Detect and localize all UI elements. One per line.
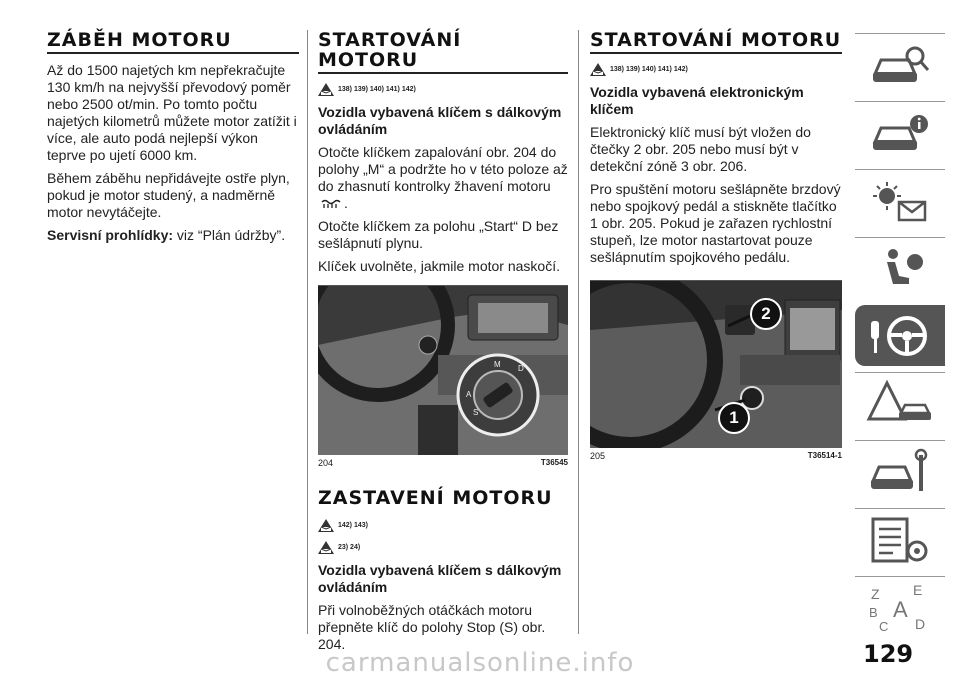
figure-204-caption [318, 458, 568, 470]
figure-code: T36514-1 [807, 451, 842, 460]
airbag-seat-icon [865, 244, 935, 294]
start-paragraph-2: Otočte klíčkem za polohu „Start“ D bez sešlápnutí plynu. [318, 218, 559, 251]
section-title-starting: STARTOVÁNÍ MOTORU [318, 29, 462, 71]
subheading-remote-key-stop: Vozidla vybavená klíčem s dálkovým ovládáním [318, 562, 562, 595]
glow-plug-icon [320, 199, 342, 209]
callout-1: 1 [718, 402, 750, 434]
tab-knowing-vehicle[interactable] [855, 33, 945, 95]
start-paragraph-1-end: . [344, 195, 348, 211]
tab-instrument-panel[interactable] [855, 101, 945, 163]
car-search-icon [865, 40, 935, 90]
warning-book-icon [318, 519, 334, 532]
column-break-in [47, 30, 299, 250]
checklist-gear-icon [865, 515, 935, 565]
tab-emergency[interactable] [855, 372, 945, 434]
watermark: carmanualsonline.info [325, 648, 635, 678]
stop-paragraph: Při volnoběžných otáčkách motoru přepněte klíč do polohy Stop (S) obr. 204. [318, 602, 546, 652]
column-divider-1 [307, 30, 308, 634]
start-paragraph-1 [318, 144, 568, 212]
section-title-break-in: ZÁBĚH MOTORU [47, 29, 232, 51]
alphabet-index-icon [865, 583, 935, 633]
figure-204-illustration [318, 285, 568, 455]
tab-safety[interactable] [855, 237, 945, 299]
chapter-tabs [855, 33, 945, 644]
warning-refs-text: 142) 143) [338, 521, 368, 529]
callout-2: 2 [750, 298, 782, 330]
warning-refs-text: 138) 139) 140) 141) 142) [610, 65, 688, 73]
start-paragraph-3: Klíček uvolněte, jakmile motor naskočí. [318, 258, 560, 274]
car-info-icon [865, 108, 935, 158]
subheading-remote-key: Vozidla vybavená klíčem s dálkovým ovládáním [318, 104, 562, 137]
tab-technical-data[interactable] [855, 508, 945, 570]
index-letter-e: E [913, 582, 923, 598]
electronic-paragraph-2: Pro spuštění motoru sešlápněte brzdový nebo spojkový pedál a stiskněte tlačítko 1 obr. 205. Pokud je zařazen rychlostní stupeň, lze motor nastartovat pouze sešlápnutím spojkového pedálu. [590, 181, 841, 265]
notice-refs-text: 23) 24) [338, 543, 361, 551]
section-title-stopping: ZASTAVENÍ MOTORU [318, 487, 553, 509]
index-letter-b: B [869, 604, 878, 620]
warning-triangle-car-icon [865, 379, 935, 429]
warning-refs-text: 138) 139) 140) 141) 142) [338, 85, 416, 93]
figure-205-illustration [590, 280, 842, 448]
tab-index[interactable] [855, 576, 945, 638]
warning-refs-3 [590, 62, 842, 76]
page-number: 129 [863, 640, 914, 668]
figure-205-dashboard [590, 280, 842, 448]
service-text: viz “Plán údržby”. [173, 227, 286, 243]
ignition-label-m: M [494, 360, 501, 369]
title-underline [590, 52, 842, 54]
title-underline [318, 72, 568, 74]
warning-refs-2 [318, 518, 568, 532]
tab-warning-lights[interactable] [855, 169, 945, 231]
column-starting-electronic [590, 30, 842, 463]
column-starting-key [318, 30, 568, 659]
warning-refs-1 [318, 82, 568, 96]
notice-book-icon [318, 541, 334, 554]
index-letter-d: D [915, 615, 926, 632]
title-underline [47, 52, 299, 54]
tab-maintenance[interactable] [855, 440, 945, 502]
section-title-starting-electronic: STARTOVÁNÍ MOTORU [590, 29, 842, 51]
index-letter-c: C [879, 618, 889, 633]
start-paragraph-1-text: Otočte klíčkem zapalování obr. 204 do polohy „M“ a podržte ho v této poloze až do zhasnutí kontrolky žhavení motoru [318, 144, 568, 194]
electronic-paragraph-1: Elektronický klíč musí být vložen do čtečky 2 obr. 205 nebo musí být v detekční zóně 3 obr. 206. [590, 124, 811, 174]
tab-starting-driving[interactable] [855, 305, 945, 366]
figure-205-caption [590, 451, 842, 463]
index-letter-z: Z [871, 585, 880, 602]
figure-number: 204 [318, 458, 334, 468]
ignition-label-a: A [466, 390, 472, 399]
break-in-paragraph-1: Až do 1500 najetých km nepřekračujte 130 km/h na nejvyšší převodový poměr nebo 2500 ot/min. Po tomto počtu najetých kilometrů můžete motor zatížit i více, ale auto podá nejlepší výkon teprve po ujetí 6000 km. [47, 62, 297, 163]
ignition-label-s: S [473, 408, 479, 417]
figure-code: T36545 [540, 458, 568, 467]
column-divider-2 [578, 30, 579, 634]
warning-lights-icon [865, 176, 935, 226]
ignition-label-d: D [518, 364, 524, 373]
figure-number: 205 [590, 451, 606, 461]
break-in-paragraph-2: Během záběhu nepřidávejte ostře plyn, pokud je motor studený, a nadměrně motor nevytáčejte. [47, 170, 290, 220]
subheading-electronic-key: Vozidla vybavená elektronickým klíčem [590, 84, 804, 117]
notice-refs [318, 540, 568, 554]
service-paragraph [47, 227, 299, 244]
key-steering-wheel-icon [865, 311, 935, 361]
warning-book-icon [318, 83, 334, 96]
warning-book-icon [590, 63, 606, 76]
figure-204-ignition [318, 285, 568, 455]
car-wrench-icon [865, 447, 935, 497]
service-label: Servisní prohlídky: [47, 227, 174, 243]
index-letter-a: A [893, 596, 908, 622]
